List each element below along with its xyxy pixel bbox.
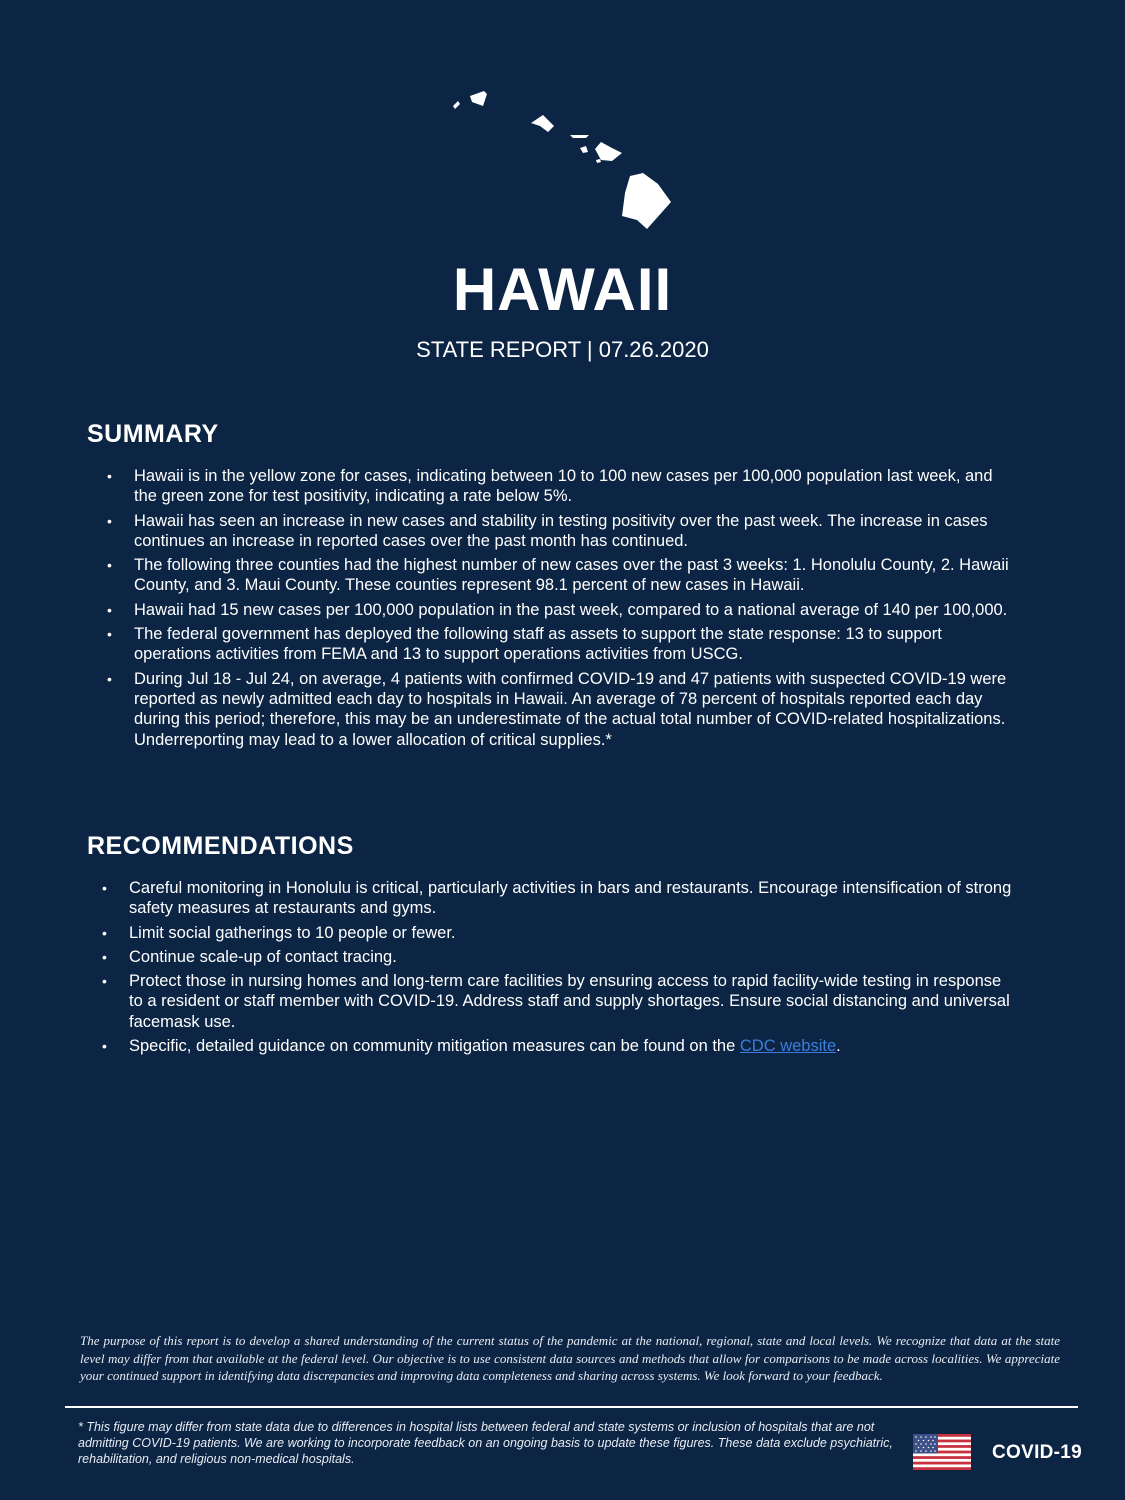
hospital-data-footnote: * This figure may differ from state data due to differences in hospital lists between federal and state systems or inclusion of hospitals that are not admitting COVID-19 patients. We are working to incorporate feedback on an ongoing basis to update these figures. These data exclude psychiatric, rehabilitation, and religious non-medical hospitals. <box>78 1420 893 1466</box>
footer-divider <box>65 1406 1078 1408</box>
cdc-guidance-period: . <box>836 1037 841 1056</box>
recommendation-bullet: • Careful monitoring in Honolulu is critical, particularly activities in bars and restaurants. Encourage intensification of strong safety measures at restaurants and gyms. <box>129 878 1019 919</box>
recommendation-bullet-cdc <box>129 1036 1019 1056</box>
covid-19-brand-label: COVID-19 <box>992 1442 1083 1463</box>
state-title: HAWAII <box>452 256 673 323</box>
recommendations-heading: RECOMMENDATIONS <box>87 832 354 860</box>
summary-bullet: • The following three counties had the highest number of new cases over the past 3 weeks: 1. Honolulu County, 2. Hawaii County, and 3. Maui County. These counties represent 98.1 percent of new cases in Hawaii. <box>134 555 1019 596</box>
report-date-line: STATE REPORT | 07.26.2020 <box>416 337 709 362</box>
summary-bullet: • Hawaii had 15 new cases per 100,000 population in the past week, compared to a national average of 140 per 100,000. <box>134 600 1019 620</box>
recommendations-list <box>129 878 1019 1060</box>
cdc-website-link[interactable]: CDC website <box>739 1037 837 1056</box>
cdc-guidance-text: Specific, detailed guidance on community mitigation measures can be found on the <box>129 1037 740 1056</box>
recommendation-bullet: • Protect those in nursing homes and long-term care facilities by ensuring access to rapid facility-wide testing in response to a resident or staff member with COVID-19. Address staff and supply shortages. Ensure social distancing and universal facemask use. <box>129 971 1019 1032</box>
summary-bullet: • During Jul 18 - Jul 24, on average, 4 patients with confirmed COVID-19 and 47 patients with suspected COVID-19 were reported as newly admitted each day to hospitals in Hawaii. An average of 78 percent of hospitals reported each day during this period; therefore, this may be an underestimate of the actual total number of COVID-related hospitalizations. Underreporting may lead to a lower allocation of critical supplies.* <box>134 669 1019 750</box>
recommendation-bullet: • Continue scale-up of contact tracing. <box>129 947 1019 967</box>
summary-bullet: • The federal government has deployed the following staff as assets to support the state response: 13 to support operations activities from FEMA and 13 to support operations activities from USCG. <box>134 624 1019 665</box>
hawaii-map-icon <box>440 80 680 240</box>
report-disclaimer: The purpose of this report is to develop a shared understanding of the current status of the pandemic at the national, regional, state and local levels. We recognize that data at the state level may differ from that available at the federal level. Our objective is to use consistent data sources and methods that allow for comparisons to be made across localities. We appreciate your continued support in identifying data discrepancies and improving data completeness and sharing across systems. We look forward to your feedback. <box>80 1333 1060 1383</box>
recommendation-bullet: • Limit social gatherings to 10 people or fewer. <box>129 923 1019 943</box>
summary-bullet: • Hawaii is in the yellow zone for cases, indicating between 10 to 100 new cases per 100,000 population last week, and the green zone for test positivity, indicating a rate below 5%. <box>134 466 1019 507</box>
us-flag-icon <box>913 1434 971 1470</box>
summary-list <box>134 466 1019 754</box>
summary-bullet: • Hawaii has seen an increase in new cases and stability in testing positivity over the past week. The increase in cases continues an increase in reported cases over the past month has continued. <box>134 511 1019 552</box>
summary-heading: SUMMARY <box>87 420 219 448</box>
